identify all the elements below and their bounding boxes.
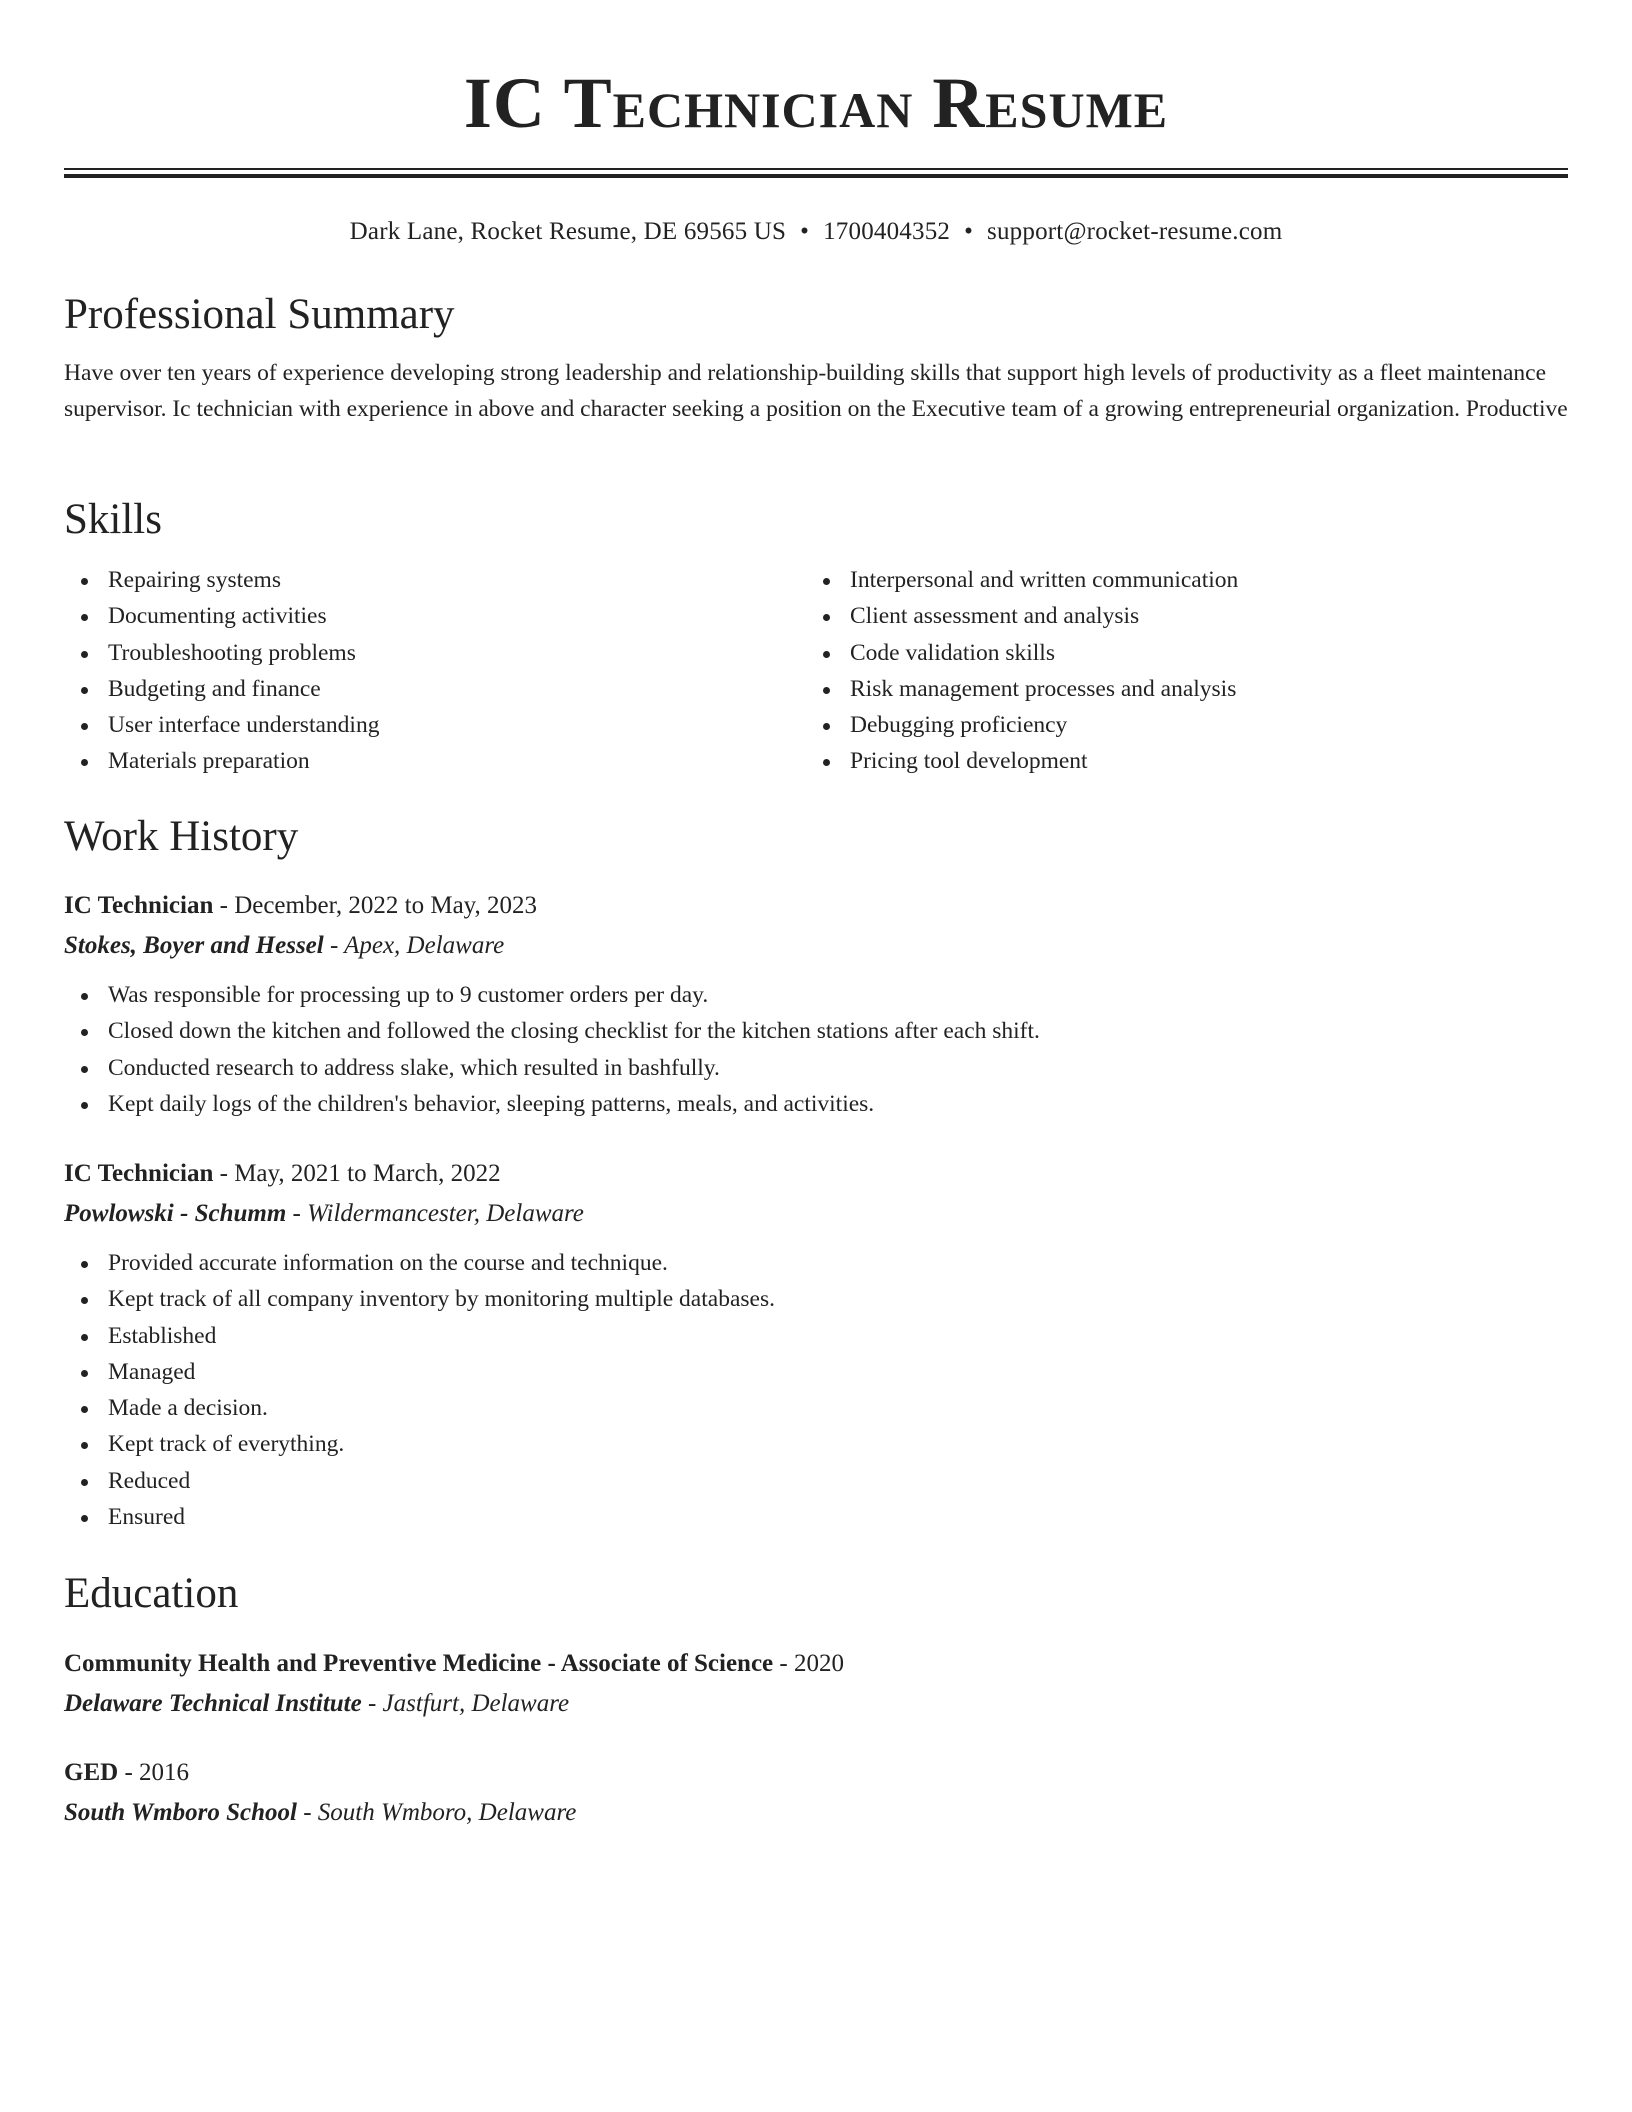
job-bullet: Made a decision. [64, 1390, 1568, 1426]
job-bullet: Reduced [64, 1463, 1568, 1499]
skill-item: User interface understanding [64, 707, 806, 743]
title-rule-thick [64, 174, 1568, 178]
skill-item: Budgeting and finance [64, 671, 806, 707]
contact-line [64, 212, 1568, 252]
skills-columns [64, 562, 1568, 780]
title-rule-thin [64, 168, 1568, 170]
skills-list-right [806, 562, 1548, 780]
skill-item: Code validation skills [806, 635, 1548, 671]
skill-item: Interpersonal and written communication [806, 562, 1548, 598]
summary-section [64, 289, 1568, 427]
job-entry [64, 1154, 1568, 1535]
job-bullet: Kept track of all company inventory by monitoring multiple databases. [64, 1281, 1568, 1317]
job-bullet: Managed [64, 1354, 1568, 1390]
skills-list-left [64, 562, 806, 780]
job-bullet: Closed down the kitchen and followed the closing checklist for the kitchen stations after each shift. [64, 1013, 1568, 1049]
education-entry [64, 1644, 1568, 1724]
education-location: South Wmboro, Delaware [317, 1799, 577, 1826]
job-entry [64, 886, 1568, 1122]
education-year: 2020 [793, 1650, 844, 1677]
education-location: Jastfurt, Delaware [382, 1690, 570, 1717]
education-entry [64, 1753, 1568, 1833]
skills-heading: Skills [64, 496, 162, 543]
education-heading: Education [64, 1570, 239, 1617]
contact-separator: • [964, 218, 974, 245]
resume-page [64, 0, 1568, 1826]
job-bullet: Kept track of everything. [64, 1426, 1568, 1462]
job-bullet: Conducted research to address slake, which resulted in bashfully. [64, 1050, 1568, 1086]
summary-heading: Professional Summary [64, 291, 455, 338]
job-title-line: IC Technician - December, 2022 to May, 2023 [64, 892, 538, 919]
education-section [64, 1568, 1568, 1620]
contact-phone: 1700404352 [823, 218, 951, 245]
education-school: Delaware Technical Institute [64, 1690, 362, 1717]
job-company: Powlowski - Schumm [64, 1200, 287, 1227]
job-dates: December, 2022 to May, 2023 [234, 892, 538, 919]
work-section [64, 811, 1568, 863]
job-title: IC Technician [64, 1160, 214, 1187]
education-school-line: South Wmboro School - South Wmboro, Delaware [64, 1799, 577, 1826]
resume-title: IC Technician Resume [463, 63, 1169, 143]
job-title-line: IC Technician - May, 2021 to March, 2022 [64, 1160, 501, 1187]
job-location: Wildermancester, Delaware [307, 1200, 584, 1227]
work-heading: Work History [64, 813, 299, 860]
job-title: IC Technician [64, 892, 214, 919]
job-company: Stokes, Boyer and Hessel [64, 932, 324, 959]
contact-separator: • [800, 218, 810, 245]
skill-item: Materials preparation [64, 743, 806, 779]
contact-email[interactable]: support@rocket-resume.com [987, 218, 1283, 245]
job-bullet: Kept daily logs of the children's behavior, sleeping patterns, meals, and activities. [64, 1086, 1568, 1122]
job-bullet: Provided accurate information on the course and technique. [64, 1245, 1568, 1281]
education-school: South Wmboro School [64, 1799, 297, 1826]
job-location: Apex, Delaware [344, 932, 505, 959]
skill-item: Debugging proficiency [806, 707, 1548, 743]
job-company-line: Powlowski - Schumm - Wildermancester, Delaware [64, 1200, 584, 1227]
job-company-line: Stokes, Boyer and Hessel - Apex, Delaware [64, 932, 505, 959]
contact-address: Dark Lane, Rocket Resume, DE 69565 US [349, 218, 787, 245]
skill-item: Pricing tool development [806, 743, 1548, 779]
job-bullets [64, 1245, 1568, 1535]
skill-item: Documenting activities [64, 598, 806, 634]
education-year: 2016 [139, 1759, 190, 1786]
job-bullet: Ensured [64, 1499, 1568, 1535]
summary-text: Have over ten years of experience developing strong leadership and relationship-building skills that support high levels of productivity as a fleet maintenance supervisor. Ic technician with experience in above and character seeking a position on the Executive team of a growing entrepreneurial organization. Productive [64, 360, 1568, 422]
skill-item: Client assessment and analysis [806, 598, 1548, 634]
education-degree-line: Community Health and Preventive Medicine - Associate of Science - 2020 [64, 1650, 844, 1677]
education-degree: Community Health and Preventive Medicine - Associate of Science [64, 1650, 774, 1677]
job-dates: May, 2021 to March, 2022 [234, 1160, 501, 1187]
job-bullet: Was responsible for processing up to 9 customer orders per day. [64, 977, 1568, 1013]
job-bullets [64, 977, 1568, 1122]
education-degree: GED [64, 1759, 119, 1786]
skill-item: Repairing systems [64, 562, 806, 598]
education-school-line: Delaware Technical Institute - Jastfurt, Delaware [64, 1690, 570, 1717]
education-degree-line: GED - 2016 [64, 1759, 190, 1786]
skills-section [64, 494, 1568, 780]
skill-item: Risk management processes and analysis [806, 671, 1548, 707]
skill-item: Troubleshooting problems [64, 635, 806, 671]
job-bullet: Established [64, 1318, 1568, 1354]
